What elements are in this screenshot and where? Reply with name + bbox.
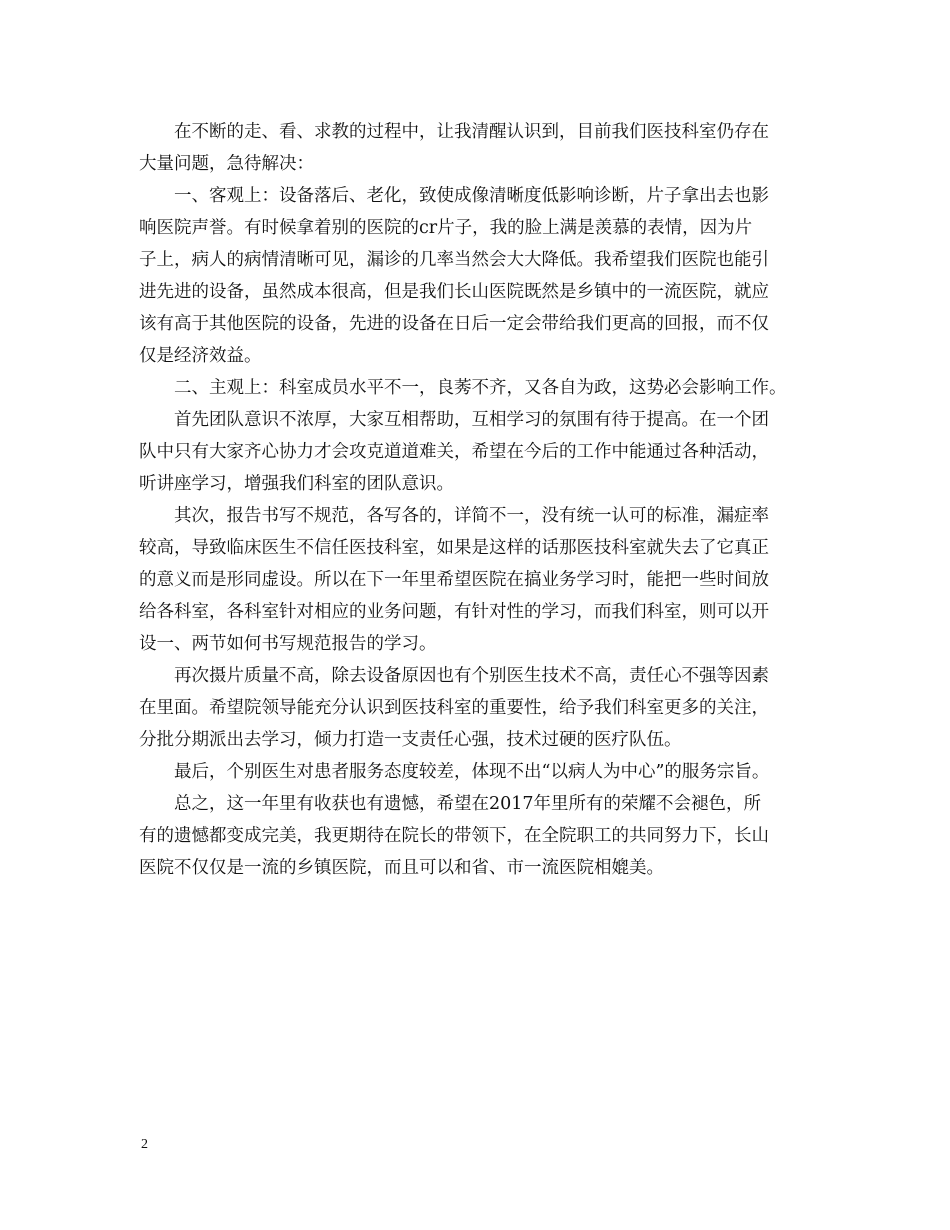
text-line: 有的遗憾都变成完美，我更期待在院长的带领下，在全院职工的共同努力下，长山 — [139, 826, 769, 846]
paragraph — [139, 756, 829, 788]
text-line: 大量问题，急待解决： — [139, 154, 314, 174]
paragraph — [139, 500, 829, 660]
text-line: 子上，病人的病情清晰可见，漏诊的几率当然会大大降低。我希望我们医院也能引 — [139, 250, 769, 270]
text-line: 进先进的设备，虽然成本很高，但是我们长山医院既然是乡镇中的一流医院，就应 — [139, 282, 769, 302]
paragraph — [139, 660, 829, 756]
text-line: 分批分期派出去学习，倾力打造一支责任心强，技术过硬的医疗队伍。 — [139, 730, 682, 750]
text-line: 最后，个别医生对患者服务态度较差，体现不出“以病人为中心”的服务宗旨。 — [174, 762, 770, 782]
text-line: 听讲座学习，增强我们科室的团队意识。 — [139, 474, 454, 494]
text-line: 二、主观上：科室成员水平不一，良莠不齐，又各自为政，这势必会影响工作。 — [174, 378, 787, 398]
text-line: 设一、两节如何书写规范报告的学习。 — [139, 634, 437, 654]
text-line: 再次摄片质量不高，除去设备原因也有个别医生技术不高，责任心不强等因素 — [174, 666, 769, 686]
paragraph — [139, 372, 829, 404]
text-line: 队中只有大家齐心协力才会攻克道道难关，希望在今后的工作中能通过各种活动， — [139, 442, 769, 462]
paragraph — [139, 404, 829, 500]
text-line: 其次，报告书写不规范，各写各的，详简不一，没有统一认可的标准，漏症率 — [174, 506, 769, 526]
paragraph — [139, 116, 829, 180]
text-line: 响医院声誉。有时候拿着别的医院的cr片子，我的脸上满是羡慕的表情，因为片 — [139, 218, 753, 238]
text-line: 医院不仅仅是一流的乡镇医院，而且可以和省、市一流医院相媲美。 — [139, 858, 664, 878]
text-line: 仅是经济效益。 — [139, 346, 262, 366]
text-line: 给各科室，各科室针对相应的业务问题，有针对性的学习，而我们科室，则可以开 — [139, 602, 769, 622]
text-line: 较高，导致临床医生不信任医技科室，如果是这样的话那医技科室就失去了它真正 — [139, 538, 769, 558]
text-line: 一、客观上：设备落后、老化，致使成像清晰度低影响诊断，片子拿出去也影 — [174, 186, 769, 206]
text-line: 该有高于其他医院的设备，先进的设备在日后一定会带给我们更高的回报，而不仅 — [139, 314, 769, 334]
text-line: 总之，这一年里有收获也有遗憾，希望在2017年里所有的荣耀不会褪色，所 — [174, 794, 762, 814]
paragraph — [139, 180, 829, 372]
text-line: 在不断的走、看、求教的过程中，让我清醒认识到，目前我们医技科室仍存在 — [174, 122, 769, 142]
text-line: 的意义而是形同虚设。所以在下一年里希望医院在搞业务学习时，能把一些时间放 — [139, 570, 769, 590]
text-line: 在里面。希望院领导能充分认识到医技科室的重要性，给予我们科室更多的关注， — [139, 698, 769, 718]
paragraph — [139, 788, 829, 884]
text-line: 首先团队意识不浓厚，大家互相帮助，互相学习的氛围有待于提高。在一个团 — [174, 410, 769, 430]
document-body — [139, 116, 829, 884]
page-number: 2 — [141, 1137, 148, 1152]
